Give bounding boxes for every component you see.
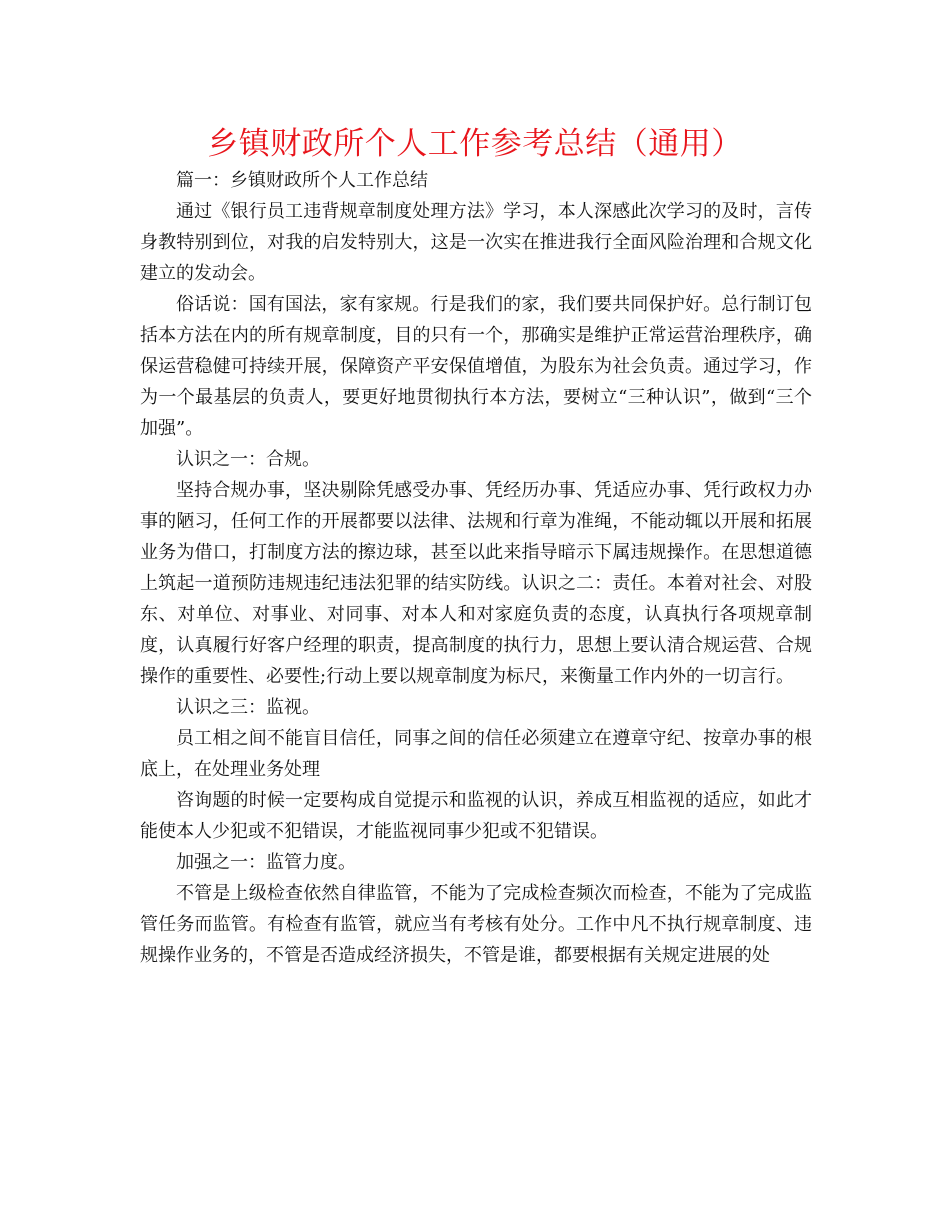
paragraph-section-heading: 篇一：乡镇财政所个人工作总结 (176, 170, 428, 191)
paragraph-subheading: 认识之三：监视。 (176, 697, 320, 718)
paragraph: 员工相之间不能盲目信任，同事之间的信任必须建立在遵章守纪、按章办事的根底上，在处理业务处理 (140, 728, 812, 780)
document-body (140, 165, 812, 971)
document-title: 乡镇财政所个人工作参考总结（通用） (207, 126, 743, 162)
paragraph: 不管是上级检查依然自律监管，不能为了完成检查频次而检查，不能为了完成监管任务而监管。有检查有监管，就应当有考核有处分。工作中凡不执行规章制度、违规操作业务的，不管是否造成经济损失，不管是谁，都要根据有关规定进展的处 (140, 883, 812, 966)
paragraph: 咨询题的时候一定要构成自觉提示和监视的认识，养成互相监视的适应，如此才能使本人少犯或不犯错误，才能监视同事少犯或不犯错误。 (140, 790, 812, 842)
paragraph-subheading: 认识之一：合规。 (176, 449, 320, 470)
paragraph: 俗话说：国有国法，家有家规。行是我们的家，我们要共同保护好。总行制订包括本方法在内的所有规章制度，目的只有一个，那确实是维护正常运营治理秩序，确保运营稳健可持续开展，保障资产平安保值增值，为股东为社会负责。通过学习，作为一个最基层的负责人，要更好地贯彻执行本方法，要树立“三种认识”，做到“三个加强”。 (140, 294, 812, 439)
paragraph: 坚持合规办事，坚决剔除凭感受办事、凭经历办事、凭适应办事、凭行政权力办事的陋习，任何工作的开展都要以法律、法规和行章为准绳，不能动辄以开展和拓展业务为借口，打制度方法的擦边球，甚至以此来指导暗示下属违规操作。在思想道德上筑起一道预防违规违纪违法犯罪的结实防线。认识之二：责任。本着对社会、对股东、对单位、对事业、对同事、对本人和对家庭负责的态度，认真执行各项规章制度，认真履行好客户经理的职责，提高制度的执行力，思想上要认清合规运营、合规操作的重要性、必要性;行动上要以规章制度为标尺，来衡量工作内外的一切言行。 (140, 480, 812, 687)
paragraph-subheading: 加强之一：监管力度。 (176, 852, 356, 873)
paragraph: 通过《银行员工违背规章制度处理方法》学习，本人深感此次学习的及时，言传身教特别到位，对我的启发特别大，这是一次实在推进我行全面风险治理和合规文化建立的发动会。 (140, 201, 812, 284)
